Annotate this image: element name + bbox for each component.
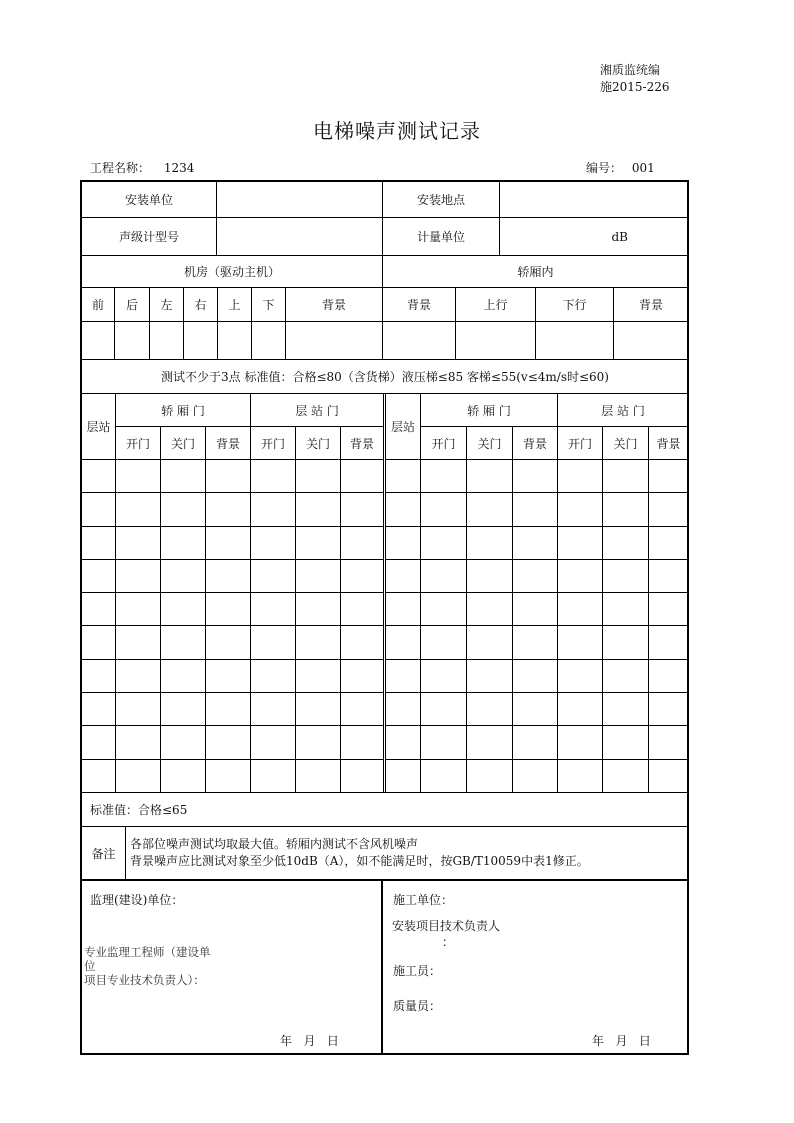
- door-data-cell[interactable]: [467, 526, 513, 559]
- supervisor-engineer-line-1: 专业监理工程师（建设单: [84, 945, 211, 959]
- worker-label: 施工员：: [393, 964, 442, 978]
- remarks-table: [81, 792, 689, 880]
- door-data-cell[interactable]: [467, 493, 513, 526]
- door-data-cell[interactable]: [296, 759, 341, 792]
- standard-values-line: 测试不少于3点 标准值：合格≤80（含货梯）液压梯≤85 客梯≤55(v≤4m/s时≤60): [82, 360, 689, 394]
- door-data-cell[interactable]: [296, 693, 341, 726]
- door-data-row: [82, 693, 384, 726]
- door-data-row: [386, 659, 689, 692]
- door-data-cell[interactable]: [558, 460, 603, 493]
- floor-cell[interactable]: [82, 693, 116, 726]
- door-data-cell[interactable]: [341, 593, 384, 626]
- door-data-cell[interactable]: [251, 626, 296, 659]
- door-data-cell[interactable]: [296, 559, 341, 592]
- door-data-cell[interactable]: [251, 659, 296, 692]
- door-data-cell[interactable]: [116, 759, 161, 792]
- door-data-cell[interactable]: [251, 593, 296, 626]
- door-data-cell[interactable]: [421, 726, 467, 759]
- floor-cell[interactable]: [82, 526, 116, 559]
- door-data-row: [386, 726, 689, 759]
- door-data-cell[interactable]: [467, 593, 513, 626]
- remarks-content: [126, 827, 689, 880]
- floor-cell[interactable]: [82, 593, 116, 626]
- col-down: 下: [252, 288, 286, 322]
- machine-room-header: 机房（驱动主机）: [82, 256, 383, 288]
- door-data-row: [82, 460, 384, 493]
- door-data-row: [386, 626, 689, 659]
- col-background: 背景: [206, 427, 251, 460]
- door-data-cell[interactable]: [116, 460, 161, 493]
- data-cell[interactable]: [614, 322, 689, 360]
- date-left: 年 月 日: [280, 1034, 339, 1048]
- data-cell[interactable]: [286, 322, 383, 360]
- door-data-cell[interactable]: [251, 759, 296, 792]
- door-data-cell[interactable]: [341, 759, 384, 792]
- org-line-2: 施2015-226: [600, 80, 670, 94]
- floor-cell[interactable]: [82, 493, 116, 526]
- col-open: 开门: [116, 427, 161, 460]
- data-cell[interactable]: [184, 322, 218, 360]
- project-label: 工程名称：: [90, 161, 151, 175]
- door-data-cell[interactable]: [116, 626, 161, 659]
- door-data-cell[interactable]: [251, 460, 296, 493]
- door-data-cell[interactable]: [116, 593, 161, 626]
- door-data-row: [82, 493, 384, 526]
- contractor-unit-label: 施工单位：: [393, 893, 454, 907]
- floor-cell[interactable]: [386, 626, 421, 659]
- door-data-row: [82, 559, 384, 592]
- data-cell[interactable]: [150, 322, 184, 360]
- door-data-cell[interactable]: [558, 493, 603, 526]
- door-data-row: [82, 659, 384, 692]
- door-data-cell[interactable]: [341, 659, 384, 692]
- date-right: 年 月 日: [592, 1034, 651, 1048]
- door-data-cell[interactable]: [206, 593, 251, 626]
- door-data-cell[interactable]: [558, 593, 603, 626]
- door-data-cell[interactable]: [161, 693, 206, 726]
- door-data-cell[interactable]: [341, 693, 384, 726]
- door-data-cell[interactable]: [649, 726, 689, 759]
- meter-model-label: 声级计型号: [82, 218, 217, 256]
- door-data-cell[interactable]: [513, 693, 558, 726]
- floor-cell[interactable]: [386, 759, 421, 792]
- door-data-cell[interactable]: [649, 626, 689, 659]
- remarks-line-2: 背景噪声应比测试对象至少低10dB（A），如不能满足时，按GB/T10059中表1修正。: [130, 854, 589, 868]
- door-data-cell[interactable]: [296, 493, 341, 526]
- door-data-cell[interactable]: [161, 726, 206, 759]
- col-open: 开门: [421, 427, 467, 460]
- meter-model-field[interactable]: [217, 218, 383, 256]
- door-data-cell[interactable]: [296, 526, 341, 559]
- door-data-cell[interactable]: [116, 693, 161, 726]
- door-data-cell[interactable]: [603, 659, 649, 692]
- floor-cell[interactable]: [386, 726, 421, 759]
- door-data-cell[interactable]: [513, 726, 558, 759]
- door-data-cell[interactable]: [513, 559, 558, 592]
- number-label: 编号：: [586, 161, 623, 175]
- supervisor-engineer-line-2: 位: [84, 959, 96, 973]
- door-data-cell[interactable]: [513, 593, 558, 626]
- door-data-cell[interactable]: [421, 526, 467, 559]
- install-site-field[interactable]: [500, 182, 689, 218]
- door-data-cell[interactable]: [161, 626, 206, 659]
- door-data-row: [386, 493, 689, 526]
- door-data-cell[interactable]: [649, 659, 689, 692]
- floor-cell[interactable]: [386, 460, 421, 493]
- door-data-cell[interactable]: [206, 659, 251, 692]
- car-door-header: 轿 厢 门: [421, 394, 558, 427]
- door-data-cell[interactable]: [421, 559, 467, 592]
- measure-unit-field[interactable]: dB: [500, 218, 689, 256]
- door-data-cell[interactable]: [341, 626, 384, 659]
- floor-cell[interactable]: [386, 559, 421, 592]
- floor-cell[interactable]: [82, 759, 116, 792]
- door-data-cell[interactable]: [603, 493, 649, 526]
- floor-cell[interactable]: [386, 526, 421, 559]
- door-data-cell[interactable]: [296, 726, 341, 759]
- door-data-cell[interactable]: [161, 659, 206, 692]
- floor-cell[interactable]: [82, 460, 116, 493]
- col-close: 关门: [161, 427, 206, 460]
- door-data-row: [386, 559, 689, 592]
- door-data-cell[interactable]: [513, 460, 558, 493]
- car-interior-header: 轿厢内: [383, 256, 689, 288]
- door-data-row: [386, 593, 689, 626]
- floor-header: 层站: [386, 394, 421, 460]
- supervisor-engineer-label: [84, 945, 211, 987]
- data-cell[interactable]: [456, 322, 536, 360]
- door-data-cell[interactable]: [341, 726, 384, 759]
- signature-divider: [381, 879, 383, 1055]
- door-data-cell[interactable]: [161, 593, 206, 626]
- signature-top-border: [81, 879, 688, 881]
- number-value: 001: [631, 161, 655, 175]
- door-data-row: [386, 460, 689, 493]
- door-data-cell[interactable]: [558, 626, 603, 659]
- tech-lead-line-2: ：: [442, 935, 455, 949]
- record-number: [586, 159, 655, 176]
- project-name: [90, 159, 194, 176]
- col-background: 背景: [513, 427, 558, 460]
- floor-cell[interactable]: [82, 726, 116, 759]
- door-data-cell[interactable]: [649, 759, 689, 792]
- col-background: 背景: [341, 427, 384, 460]
- door-data-row: [82, 726, 384, 759]
- door-data-cell[interactable]: [206, 693, 251, 726]
- supervisor-unit-label: 监理(建设)单位：: [90, 893, 184, 907]
- door-standard-line: 标准值：合格≤65: [82, 793, 689, 827]
- door-data-row: [386, 526, 689, 559]
- install-unit-field[interactable]: [217, 182, 383, 218]
- col-right: 右: [184, 288, 218, 322]
- col-front: 前: [82, 288, 115, 322]
- door-data-cell[interactable]: [421, 693, 467, 726]
- data-cell[interactable]: [383, 322, 456, 360]
- door-data-cell[interactable]: [467, 626, 513, 659]
- col-close: 关门: [296, 427, 341, 460]
- door-data-cell[interactable]: [558, 759, 603, 792]
- door-data-cell[interactable]: [603, 693, 649, 726]
- door-data-cell[interactable]: [467, 559, 513, 592]
- data-cell[interactable]: [252, 322, 286, 360]
- door-data-cell[interactable]: [341, 493, 384, 526]
- install-unit-label: 安装单位: [82, 182, 217, 218]
- door-data-cell[interactable]: [206, 726, 251, 759]
- col-up: 上: [218, 288, 252, 322]
- door-data-cell[interactable]: [206, 526, 251, 559]
- door-data-cell[interactable]: [421, 593, 467, 626]
- door-data-cell[interactable]: [251, 726, 296, 759]
- door-data-cell[interactable]: [558, 559, 603, 592]
- door-data-cell[interactable]: [206, 626, 251, 659]
- form-org-code: [600, 62, 670, 96]
- door-data-cell[interactable]: [206, 460, 251, 493]
- col-car-up: 上行: [456, 288, 536, 322]
- col-close: 关门: [467, 427, 513, 460]
- door-data-cell[interactable]: [649, 693, 689, 726]
- door-data-cell[interactable]: [116, 493, 161, 526]
- door-data-cell[interactable]: [206, 493, 251, 526]
- door-data-cell[interactable]: [421, 460, 467, 493]
- machine-data-row: [82, 322, 689, 360]
- door-table-left: [81, 393, 384, 793]
- door-data-cell[interactable]: [558, 693, 603, 726]
- org-line-1: 湘质监统编: [600, 63, 661, 77]
- door-data-cell[interactable]: [421, 659, 467, 692]
- project-value: 1234: [163, 161, 195, 175]
- door-data-cell[interactable]: [513, 759, 558, 792]
- door-data-cell[interactable]: [467, 460, 513, 493]
- data-cell[interactable]: [218, 322, 252, 360]
- door-data-cell[interactable]: [296, 593, 341, 626]
- door-table-right: [385, 393, 689, 793]
- door-data-cell[interactable]: [649, 493, 689, 526]
- door-data-row: [82, 526, 384, 559]
- col-car-background-1: 背景: [383, 288, 456, 322]
- door-data-cell[interactable]: [467, 693, 513, 726]
- door-data-cell[interactable]: [161, 759, 206, 792]
- measure-unit-label: 计量单位: [383, 218, 500, 256]
- door-data-cell[interactable]: [341, 559, 384, 592]
- door-data-cell[interactable]: [296, 626, 341, 659]
- door-data-cell[interactable]: [603, 593, 649, 626]
- door-data-cell[interactable]: [513, 626, 558, 659]
- floor-header: 层站: [82, 394, 116, 460]
- floor-cell[interactable]: [386, 493, 421, 526]
- door-data-cell[interactable]: [421, 759, 467, 792]
- door-data-cell[interactable]: [603, 626, 649, 659]
- qc-label: 质量员：: [393, 999, 442, 1013]
- door-data-cell[interactable]: [116, 559, 161, 592]
- floor-cell[interactable]: [386, 693, 421, 726]
- door-data-cell[interactable]: [421, 493, 467, 526]
- door-data-cell[interactable]: [251, 526, 296, 559]
- door-data-cell[interactable]: [467, 659, 513, 692]
- install-site-label: 安装地点: [383, 182, 500, 218]
- door-data-cell[interactable]: [341, 526, 384, 559]
- door-data-cell[interactable]: [116, 726, 161, 759]
- col-car-down: 下行: [536, 288, 614, 322]
- col-car-background-2: 背景: [614, 288, 689, 322]
- floor-cell[interactable]: [386, 593, 421, 626]
- door-data-cell[interactable]: [251, 559, 296, 592]
- door-data-cell[interactable]: [649, 593, 689, 626]
- door-data-cell[interactable]: [161, 526, 206, 559]
- door-data-cell[interactable]: [296, 460, 341, 493]
- door-data-cell[interactable]: [467, 726, 513, 759]
- door-data-cell[interactable]: [296, 659, 341, 692]
- door-data-cell[interactable]: [467, 759, 513, 792]
- door-data-cell[interactable]: [558, 526, 603, 559]
- col-back: 后: [115, 288, 150, 322]
- door-data-cell[interactable]: [161, 493, 206, 526]
- door-data-cell[interactable]: [603, 726, 649, 759]
- door-data-cell[interactable]: [558, 659, 603, 692]
- door-data-cell[interactable]: [558, 726, 603, 759]
- door-data-row: [82, 759, 384, 792]
- machine-car-table: [81, 255, 689, 394]
- tech-lead-label: [392, 918, 500, 950]
- floor-cell[interactable]: [82, 626, 116, 659]
- page-title: 电梯噪声测试记录: [313, 119, 481, 143]
- door-data-cell[interactable]: [341, 460, 384, 493]
- door-data-cell[interactable]: [513, 493, 558, 526]
- door-data-cell[interactable]: [513, 526, 558, 559]
- tech-lead-line-1: 安装项目技术负责人: [392, 919, 501, 933]
- floor-cell[interactable]: [82, 559, 116, 592]
- remarks-label: 备注: [82, 827, 126, 880]
- door-data-cell[interactable]: [251, 493, 296, 526]
- col-room-background: 背景: [286, 288, 383, 322]
- door-data-cell[interactable]: [603, 759, 649, 792]
- door-data-cell[interactable]: [649, 460, 689, 493]
- supervisor-engineer-line-3: 项目专业技术负责人）：: [84, 973, 205, 987]
- col-close: 关门: [603, 427, 649, 460]
- door-data-cell[interactable]: [603, 559, 649, 592]
- door-data-cell[interactable]: [649, 526, 689, 559]
- door-data-cell[interactable]: [206, 759, 251, 792]
- floor-cell[interactable]: [82, 659, 116, 692]
- car-door-header: 轿 厢 门: [116, 394, 251, 427]
- door-data-cell[interactable]: [603, 460, 649, 493]
- data-cell[interactable]: [536, 322, 614, 360]
- landing-door-header: 层 站 门: [251, 394, 384, 427]
- floor-cell[interactable]: [386, 659, 421, 692]
- door-data-cell[interactable]: [421, 626, 467, 659]
- col-left: 左: [150, 288, 184, 322]
- door-data-cell[interactable]: [251, 693, 296, 726]
- door-data-cell[interactable]: [116, 526, 161, 559]
- door-data-row: [82, 593, 384, 626]
- col-open: 开门: [251, 427, 296, 460]
- col-background: 背景: [649, 427, 689, 460]
- door-data-row: [82, 626, 384, 659]
- door-data-row: [386, 759, 689, 792]
- door-data-row: [386, 693, 689, 726]
- landing-door-header: 层 站 门: [558, 394, 689, 427]
- door-data-cell[interactable]: [513, 659, 558, 692]
- data-cell[interactable]: [115, 322, 150, 360]
- door-data-cell[interactable]: [206, 559, 251, 592]
- door-data-cell[interactable]: [649, 559, 689, 592]
- door-data-cell[interactable]: [603, 526, 649, 559]
- remarks-line-1: 各部位噪声测试均取最大值。轿厢内测试不含风机噪声: [130, 837, 419, 851]
- col-open: 开门: [558, 427, 603, 460]
- door-data-cell[interactable]: [161, 559, 206, 592]
- data-cell[interactable]: [82, 322, 115, 360]
- info-table: [81, 181, 689, 256]
- door-data-cell[interactable]: [116, 659, 161, 692]
- door-data-cell[interactable]: [161, 460, 206, 493]
